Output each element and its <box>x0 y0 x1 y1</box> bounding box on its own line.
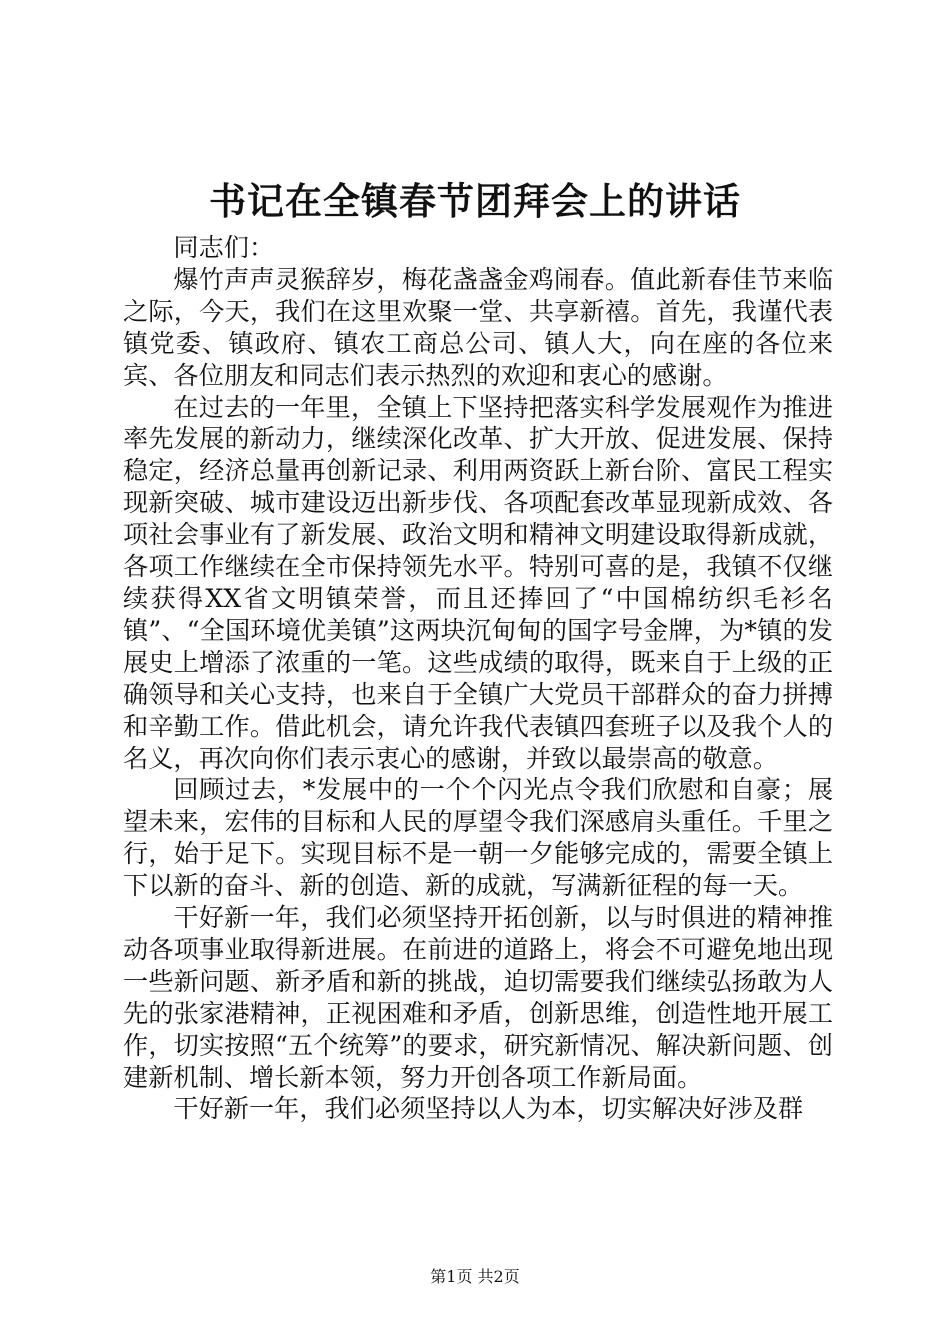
paragraph-outlook: 回顾过去，*发展中的一个个闪光点令我们欣慰和自豪；展望未来，宏伟的目标和人民的厚望令我们深感肩头重任。千里之行，始于足下。实现目标不是一朝一夕能够完成的，需要全镇上下以新的奋斗、新的创造、新的成就，写满新征程的每一天。 <box>123 775 833 901</box>
salutation: 同志们： <box>173 233 275 262</box>
paragraph-innovation: 干好新一年，我们必须坚持开拓创新，以与时俱进的精神推动各项事业取得新进展。在前进的道路上，将会不可避免地出现一些新问题、新矛盾和新的挑战，迫切需要我们继续弘扬敢为人先的张家港精神，正视困难和矛盾，创新思维，创造性地开展工作，切实按照“五个统筹”的要求，研究新情况、解决新问题、创建新机制、增长新本领，努力开创各项工作新局面。 <box>123 903 833 1092</box>
paragraph-people-first: 干好新一年，我们必须坚持以人为本，切实解决好涉及群 <box>173 1094 804 1124</box>
document-title: 书记在全镇春节团拜会上的讲话 <box>209 179 741 223</box>
page-number-footer: 第1页 共2页 <box>430 1267 520 1286</box>
document-body <box>123 232 833 1125</box>
paragraph-opening: 爆竹声声灵猴辞岁，梅花盏盏金鸡闹春。值此新春佳节来临之际，今天，我们在这里欢聚一堂、共享新禧。首先，我谨代表镇党委、镇政府、镇农工商总公司、镇人大，向在座的各位来宾、各位朋友和同志们表示热烈的欢迎和衷心的感谢。 <box>123 264 833 390</box>
paragraph-achievements: 在过去的一年里，全镇上下坚持把落实科学发展观作为推进率先发展的新动力，继续深化改革、扩大开放、促进发展、保持稳定，经济总量再创新记录、利用两资跃上新台阶、富民工程实现新突破、城市建设迈出新步伐、各项配套改革显现新成效、各项社会事业有了新发展、政治文明和精神文明建设取得新成就，各项工作继续在全市保持领先水平。特别可喜的是，我镇不仅继续获得XX省文明镇荣誉，而且还捧回了“中国棉纺织毛衫名镇”、“全国环境优美镇”这两块沉甸甸的国字号金牌，为*镇的发展史上增添了浓重的一笔。这些成绩的取得，既来自于上级的正确领导和关心支持，也来自于全镇广大党员干部群众的奋力拼搏和辛勤工作。借此机会，请允许我代表镇四套班子以及我个人的名义，再次向你们表示衷心的感谢，并致以最崇高的敬意。 <box>123 392 833 773</box>
